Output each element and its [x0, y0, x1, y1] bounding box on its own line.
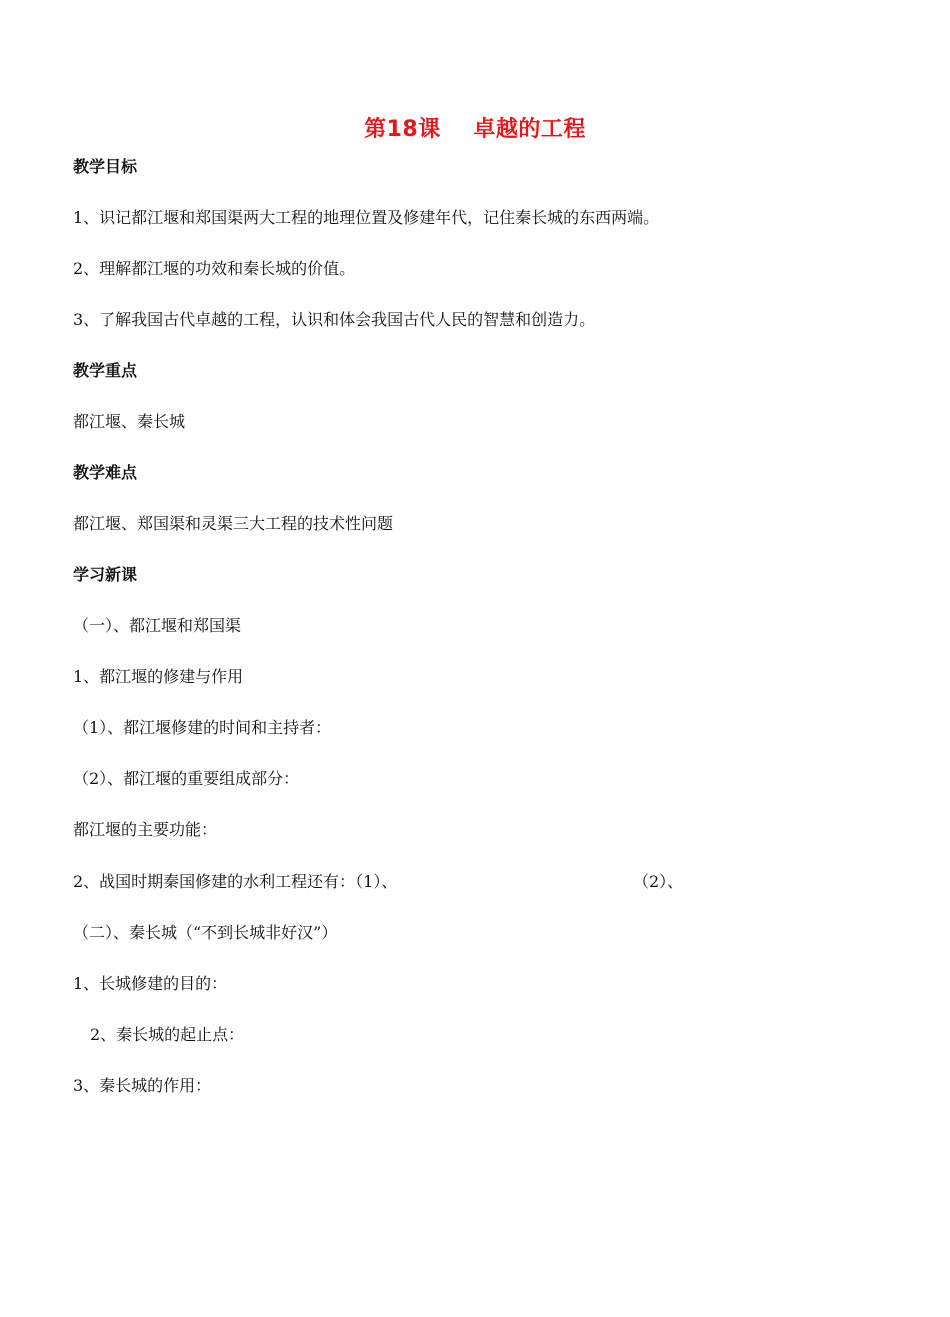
wall-item1: 1、长城修建的目的：	[73, 974, 228, 993]
item1-sub1: （1）、都江堰修建的时间和主持者：	[73, 718, 332, 737]
item1-title: 1、都江堰的修建与作用	[73, 667, 244, 686]
new-lesson-heading: 学习新课	[73, 565, 138, 584]
part1-title: （一）、都江堰和郑国渠	[73, 616, 242, 635]
item1-function: 都江堰的主要功能：	[73, 820, 218, 839]
difficulties-text: 都江堰、郑国渠和灵渠三大工程的技术性问题	[73, 514, 394, 533]
wall-item3: 3、秦长城的作用：	[73, 1076, 212, 1095]
item2-blank2: （2）、	[633, 872, 684, 891]
item2-prefix: 2、战国时期秦国修建的水利工程还有：（1）、	[73, 872, 398, 891]
difficulties-heading: 教学难点	[73, 463, 138, 482]
part2-title: （二）、秦长城（“不到长城非好汉”）	[73, 923, 338, 942]
key-points-heading: 教学重点	[73, 361, 138, 380]
objectives-heading: 教学目标	[73, 157, 138, 176]
page-title: 第18课 卓越的工程	[364, 117, 586, 142]
item1-sub2: （2）、都江堰的重要组成部分：	[73, 769, 300, 788]
objective-item-3: 3、了解我国古代卓越的工程，认识和体会我国古代人民的智慧和创造力。	[73, 310, 596, 329]
objective-item-2: 2、理解都江堰的功效和秦长城的价值。	[73, 259, 356, 278]
objective-item-1: 1、识记都江堰和郑国渠两大工程的地理位置及修建年代，记住秦长城的东西两端。	[73, 208, 660, 227]
wall-item2: 2、秦长城的起止点：	[90, 1025, 245, 1044]
key-points-text: 都江堰、秦长城	[73, 412, 186, 431]
